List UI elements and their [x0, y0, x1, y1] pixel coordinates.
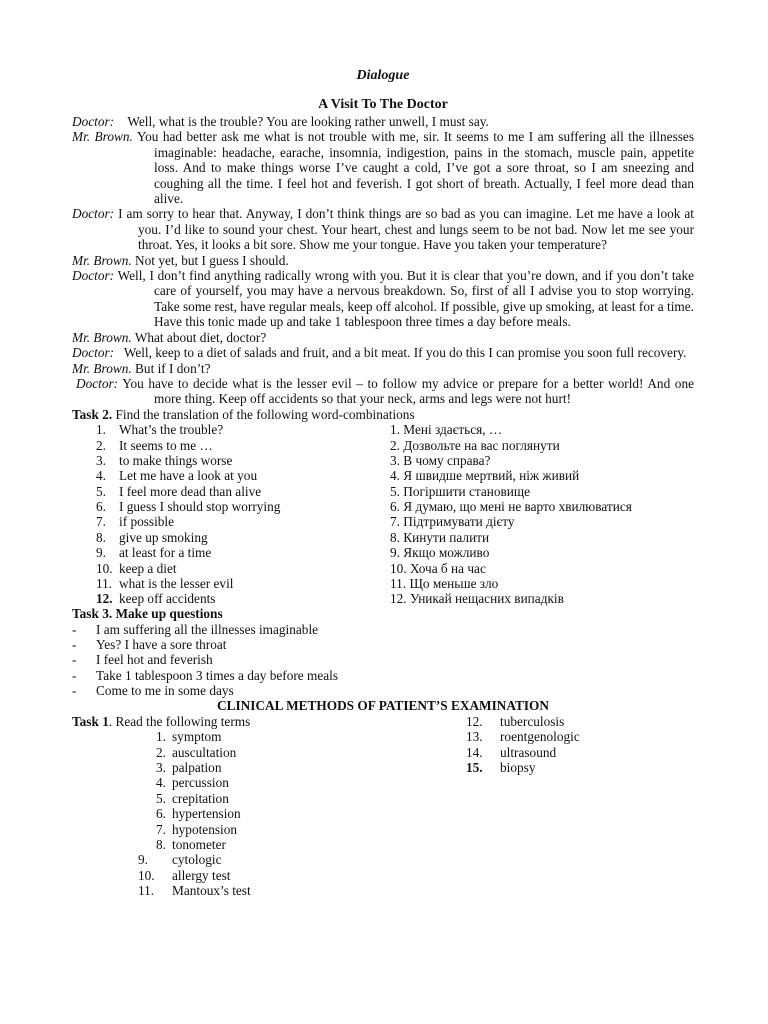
task2-label: Task 2.: [72, 406, 113, 422]
list-item: [96, 576, 396, 591]
dialogue-turn: [72, 206, 694, 252]
item-number: 12.: [466, 713, 483, 729]
section-title: CLINICAL METHODS OF PATIENT’S EXAMINATION: [217, 698, 549, 714]
item-text: Let me have a look at you: [119, 468, 258, 484]
item-number: 8.: [96, 529, 106, 545]
item-number: 10.: [138, 867, 155, 883]
speaker-label: Mr. Brown.: [72, 129, 133, 145]
item-text: at least for a time: [119, 545, 212, 561]
item-number: 2.: [96, 437, 106, 453]
speaker-label: Mr. Brown.: [72, 360, 132, 376]
item-number: 5.: [156, 790, 166, 806]
list-item: [142, 729, 342, 744]
item-number: 3.: [96, 452, 106, 468]
item-text: hypotension: [172, 821, 238, 837]
speaker-label: Doctor:: [72, 206, 115, 222]
list-item: 5. Погіршити становище: [390, 483, 531, 499]
item-number: 4.: [156, 775, 166, 791]
list-item: 12. Уникай нещасних випадків: [390, 591, 564, 607]
terms-list-right: [466, 713, 670, 776]
dialogue-title: A Visit To The Doctor: [318, 97, 448, 112]
item-number: 3.: [156, 760, 166, 776]
item-number: 9.: [138, 852, 148, 868]
dialogue: [72, 114, 694, 407]
task1-instruction: . Read the following terms: [108, 713, 251, 729]
turn-text: Not yet, but I guess I should.: [135, 252, 289, 268]
list-item: 4. Я швидше мертвий, ніж живий: [390, 468, 580, 484]
dialogue-turn: [72, 330, 694, 345]
item-number: 10.: [96, 560, 113, 576]
list-item: 9. Якщо можливо: [390, 545, 490, 561]
item-text: Take 1 tablespoon 3 times a day before meals: [96, 667, 339, 683]
list-item: 3. В чому справа?: [390, 452, 491, 468]
speaker-label: Doctor:: [72, 345, 115, 361]
turn-text: What about diet, doctor?: [134, 329, 267, 345]
item-text: give up smoking: [119, 529, 208, 545]
item-text: palpation: [172, 760, 222, 776]
task3-list: [72, 622, 694, 699]
list-item: [466, 760, 670, 776]
list-item: [96, 422, 396, 437]
list-item: - I feel hot and feverish: [72, 652, 213, 668]
item-number: 4.: [96, 468, 106, 484]
item-number: 1.: [156, 729, 166, 745]
item-text: Mantoux’s test: [172, 883, 251, 899]
dialogue-turn: [72, 361, 694, 376]
item-text: What’s the trouble?: [119, 422, 224, 438]
item-text: biopsy: [500, 760, 536, 776]
speaker-label: Mr. Brown.: [72, 252, 132, 268]
item-text: keep a diet: [119, 560, 177, 576]
list-item: [138, 867, 342, 883]
item-number: 15.: [466, 760, 483, 776]
item-number: 6.: [156, 806, 166, 822]
item-number: 7.: [96, 514, 106, 530]
item-text: auscultation: [172, 744, 237, 760]
list-item: 10. Хоча б на час: [390, 560, 486, 576]
list-item: [466, 713, 670, 729]
dialogue-label: Dialogue: [356, 68, 410, 83]
item-text: tuberculosis: [500, 713, 565, 729]
list-item: [96, 561, 396, 576]
list-item: [96, 468, 396, 483]
item-text: It seems to me …: [119, 437, 213, 453]
item-number: 5.: [96, 483, 106, 499]
list-item: 11. Що меньше зло: [390, 576, 499, 592]
item-number: 7.: [156, 821, 166, 837]
speaker-label: Doctor:: [72, 268, 115, 284]
speaker-label: Mr. Brown.: [72, 329, 132, 345]
task1-label: Task 1: [72, 713, 109, 729]
turn-text: Well, I don’t find anything radically wrong with you. But it is clear that you’re down, and if you don’t take care of yourself, you may have a nervous breakdown. So, first of all I advise you to stop worrying. Take some rest, have regular meals, keep off alcohol. If possible, give up smoking, at least for a time. Have this tonic made up and take 1 tablespoon three times a day before meals.: [117, 268, 694, 330]
list-item: [96, 514, 396, 529]
item-text: Come to me in some days: [96, 683, 234, 699]
list-item: [142, 837, 342, 852]
document-page: [72, 66, 694, 899]
item-number: 13.: [466, 729, 483, 745]
item-text: I feel hot and feverish: [96, 652, 213, 668]
turn-text: You have to decide what is the lesser evil – to follow my advice or prepare for a better world! And one more thing. Keep off accidents so that your neck, arms and legs were not hurt!: [122, 375, 694, 407]
list-item: [142, 760, 342, 775]
turn-text: I am sorry to hear that. Anyway, I don’t think things are so bad as you can imagine. Let me have a look at you. I’d like to sound your chest. Your heart, chest and lungs seem to be not bad. Now let me see your throat. Yes, it looks a bit sore. Show me your tongue. Have you taken your temperature?: [118, 206, 695, 253]
task2-instruction: Find the translation of the following word-combinations: [115, 406, 415, 422]
turn-text: Well, keep to a diet of salads and fruit, and a bit meat. If you do this I can promise you soon full recovery.: [123, 345, 687, 361]
list-item: - Come to me in some days: [72, 683, 234, 699]
list-item: [142, 775, 342, 790]
list-item: - Take 1 tablespoon 3 times a day before meals: [72, 667, 339, 683]
item-text: ultrasound: [500, 744, 557, 760]
item-text: cytologic: [172, 852, 222, 868]
list-item: 8. Кинути палити: [390, 529, 490, 545]
list-item: [96, 530, 396, 545]
task3-label: Task 3. Make up questions: [72, 606, 223, 622]
item-text: I am suffering all the illnesses imaginable: [96, 621, 319, 637]
item-number: 11.: [138, 883, 155, 899]
list-item: [96, 545, 396, 560]
list-item: 7. Підтримувати дієту: [390, 514, 515, 530]
item-text: percussion: [172, 775, 229, 791]
item-number: 14.: [466, 744, 483, 760]
list-item: [96, 438, 396, 453]
item-text: to make things worse: [119, 452, 233, 468]
dialogue-turn: [72, 268, 694, 330]
list-item: [142, 806, 342, 821]
list-item: 1. Мені здається, …: [390, 422, 503, 438]
dialogue-turn: [72, 253, 694, 268]
list-item: [96, 453, 396, 468]
list-item: [138, 883, 342, 899]
list-item: [142, 745, 342, 760]
dialogue-turn: [72, 129, 694, 206]
item-text: roentgenologic: [500, 729, 580, 745]
list-item: [142, 791, 342, 806]
task2-heading: [72, 407, 694, 422]
speaker-label: Doctor:: [76, 375, 119, 391]
list-item: 6. Я думаю, що мені не варто хвилюватися: [390, 499, 632, 515]
item-number: 9.: [96, 545, 106, 561]
item-text: what is the lesser evil: [119, 576, 234, 592]
item-text: I feel more dead than alive: [119, 483, 262, 499]
item-text: keep off accidents: [119, 591, 216, 607]
list-item: [466, 729, 670, 745]
list-item: - Yes? I have a sore throat: [72, 636, 227, 652]
list-item: 2. Дозвольте на вас поглянути: [390, 437, 560, 453]
task2-ukrainian-list: [390, 422, 700, 607]
item-text: I guess I should stop worrying: [119, 499, 281, 515]
list-item: [96, 499, 396, 514]
item-text: crepitation: [172, 790, 229, 806]
item-number: 1.: [96, 422, 106, 438]
list-item: [138, 852, 342, 868]
item-text: tonometer: [172, 837, 226, 853]
item-number: 8.: [156, 837, 166, 853]
item-text: if possible: [119, 514, 175, 530]
item-text: symptom: [172, 729, 222, 745]
item-text: hypertension: [172, 806, 241, 822]
item-text: allergy test: [172, 867, 231, 883]
item-number: 12.: [96, 591, 113, 607]
dialogue-turn: [72, 114, 694, 129]
speaker-label: Doctor:: [72, 114, 115, 129]
item-number: 6.: [96, 499, 106, 515]
list-item: - I am suffering all the illnesses imaginable: [72, 621, 319, 637]
list-item: [96, 591, 396, 606]
terms-list-left: [138, 729, 342, 899]
list-item: [466, 744, 670, 760]
list-item: [96, 484, 396, 499]
turn-text: But if I don’t?: [135, 360, 211, 376]
item-text: Yes? I have a sore throat: [96, 636, 227, 652]
list-item: [142, 822, 342, 837]
task2-english-list: [96, 422, 396, 607]
turn-text: Well, what is the trouble? You are looking rather unwell, I must say.: [127, 114, 489, 129]
turn-text: You had better ask me what is not trouble with me, sir. It seems to me I am suffering all the illnesses imaginable: headache, earache, insomnia, indigestion, pains in the stomach, muscle pain, appetite loss. And to make things worse I’ve caught a cold, I’ve got a sore throat, so I am sneezing and coughing all the time. I feel hot and feverish. I got short of breath. Actually, I feel more dead than alive.: [136, 129, 695, 207]
task3-heading: [72, 606, 694, 621]
item-number: 11.: [96, 576, 113, 592]
task2-columns: [72, 422, 694, 606]
dialogue-turn: [72, 345, 694, 360]
item-number: 2.: [156, 744, 166, 760]
dialogue-turn: [72, 376, 694, 407]
